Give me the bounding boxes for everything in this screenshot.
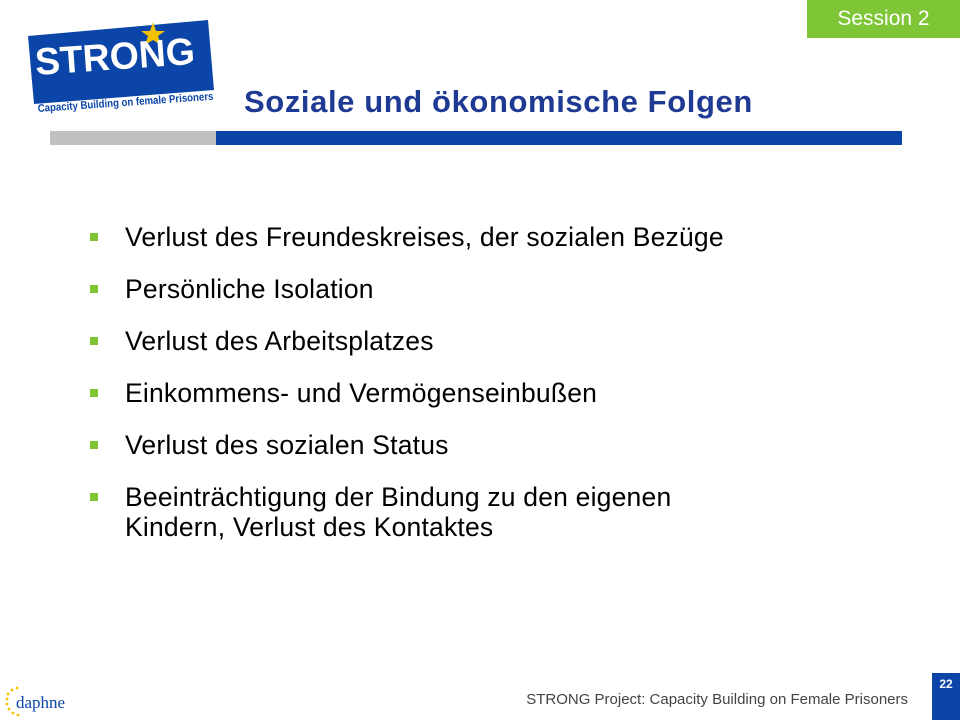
square-bullet-icon xyxy=(90,441,98,449)
bullet-text-line: Beeinträchtigung der Bindung zu den eigenen xyxy=(125,482,672,512)
square-bullet-icon xyxy=(90,337,98,345)
bullet-text-line: Verlust des Arbeitsplatzes xyxy=(125,326,434,356)
bullet-text-line: Einkommens- und Vermögenseinbußen xyxy=(125,378,598,408)
bullet-text-line: Verlust des sozialen Status xyxy=(125,430,449,460)
bullet-item xyxy=(88,378,868,408)
page-number: 22 xyxy=(932,673,960,720)
bullet-text-line: Kindern, Verlust des Kontaktes xyxy=(125,512,494,542)
bullet-item xyxy=(88,482,868,542)
bullet-item xyxy=(88,430,868,460)
square-bullet-icon xyxy=(90,493,98,501)
svg-text:Capacity Building on female Pr: Capacity Building on female Prisoners xyxy=(37,88,239,115)
square-bullet-icon xyxy=(90,389,98,397)
square-bullet-icon xyxy=(90,233,98,241)
bullet-item xyxy=(88,274,868,304)
strong-logo xyxy=(22,12,239,120)
bullet-list xyxy=(88,222,868,542)
session-badge: Session 2 xyxy=(807,0,960,38)
bullet-text-line: Verlust des Freundeskreises, der sozialen Bezüge xyxy=(125,222,724,252)
footer-project-text: STRONG Project: Capacity Building on Female Prisoners xyxy=(526,691,908,708)
square-bullet-icon xyxy=(90,285,98,293)
slide-title: Soziale und ökonomische Folgen xyxy=(244,84,753,119)
svg-text:daphne: daphne xyxy=(16,693,66,712)
svg-text:STRONG: STRONG xyxy=(33,30,199,84)
bullet-item xyxy=(88,326,868,356)
bullet-item xyxy=(88,222,868,252)
title-rule-blue xyxy=(216,131,902,145)
daphne-logo xyxy=(4,684,84,718)
title-rule-grey xyxy=(50,131,216,145)
bullet-text-line: Persönliche Isolation xyxy=(125,274,374,304)
